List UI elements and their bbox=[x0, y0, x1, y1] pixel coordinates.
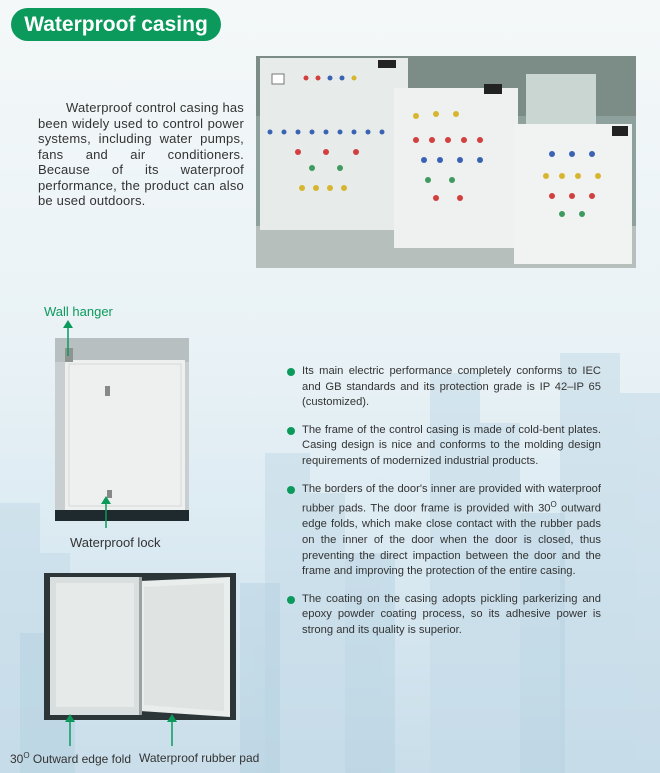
wall-hanger-label: Wall hanger bbox=[44, 304, 113, 319]
edge-fold-angle: 30 bbox=[10, 752, 24, 766]
wall-hanger-arrow-icon bbox=[62, 320, 74, 356]
feature-text: The frame of the control casing is made of cold-bent plates. Casing design is nice and conforms to the molding design requirements of modernized industrial products. bbox=[302, 423, 601, 467]
feature-item bbox=[287, 482, 601, 580]
bullet-icon bbox=[287, 427, 295, 435]
feature-text: The coating on the casing adopts pickling parkerizing and epoxy powder coating process, so its adhesive power is strong and its quality is superior. bbox=[302, 592, 601, 637]
edge-fold-degree: O bbox=[23, 751, 30, 760]
waterproof-lock-label: Waterproof lock bbox=[70, 535, 161, 550]
control-cabinets-photo bbox=[256, 56, 636, 268]
edge-fold-arrow-icon bbox=[64, 714, 76, 746]
feature-text-a: The borders of the door's inner are provided with waterproof rubber pads. The door frame is provided with 30 bbox=[302, 482, 601, 515]
edge-fold-label bbox=[10, 751, 131, 766]
edge-fold-text: Outward edge fold bbox=[29, 752, 131, 766]
feature-item bbox=[287, 592, 601, 639]
bullet-icon bbox=[287, 596, 295, 604]
waterproof-lock-arrow-icon bbox=[100, 496, 112, 528]
page-title: Waterproof casing bbox=[11, 8, 221, 41]
feature-list bbox=[287, 364, 601, 651]
bullet-icon bbox=[287, 368, 295, 376]
intro-paragraph: Waterproof control casing has been widely used to control power systems, including water pumps, fans and air conditioners. Because of its waterproof performance, the product can also be used outdoors. bbox=[38, 100, 245, 208]
feature-text: Its main electric performance completely conforms to IEC and GB standards and its protection grade is IP 42–IP 65 (customized). bbox=[302, 365, 601, 409]
bullet-icon bbox=[287, 486, 295, 494]
rubber-pad-label: Waterproof rubber pad bbox=[139, 751, 260, 765]
rubber-pad-arrow-icon bbox=[166, 714, 178, 746]
wall-cabinet-photo bbox=[55, 338, 189, 521]
open-cabinet-photo bbox=[44, 573, 236, 720]
degree-mark: O bbox=[550, 500, 557, 510]
feature-item bbox=[287, 364, 601, 411]
feature-text-b: outward edge folds, which make close contact with the rubber pads on the inner of the door when the door is closed, thus preventing the direct impaction between the door and the frame and improving the protection of the entire casing. bbox=[302, 502, 601, 578]
feature-item bbox=[287, 423, 601, 470]
